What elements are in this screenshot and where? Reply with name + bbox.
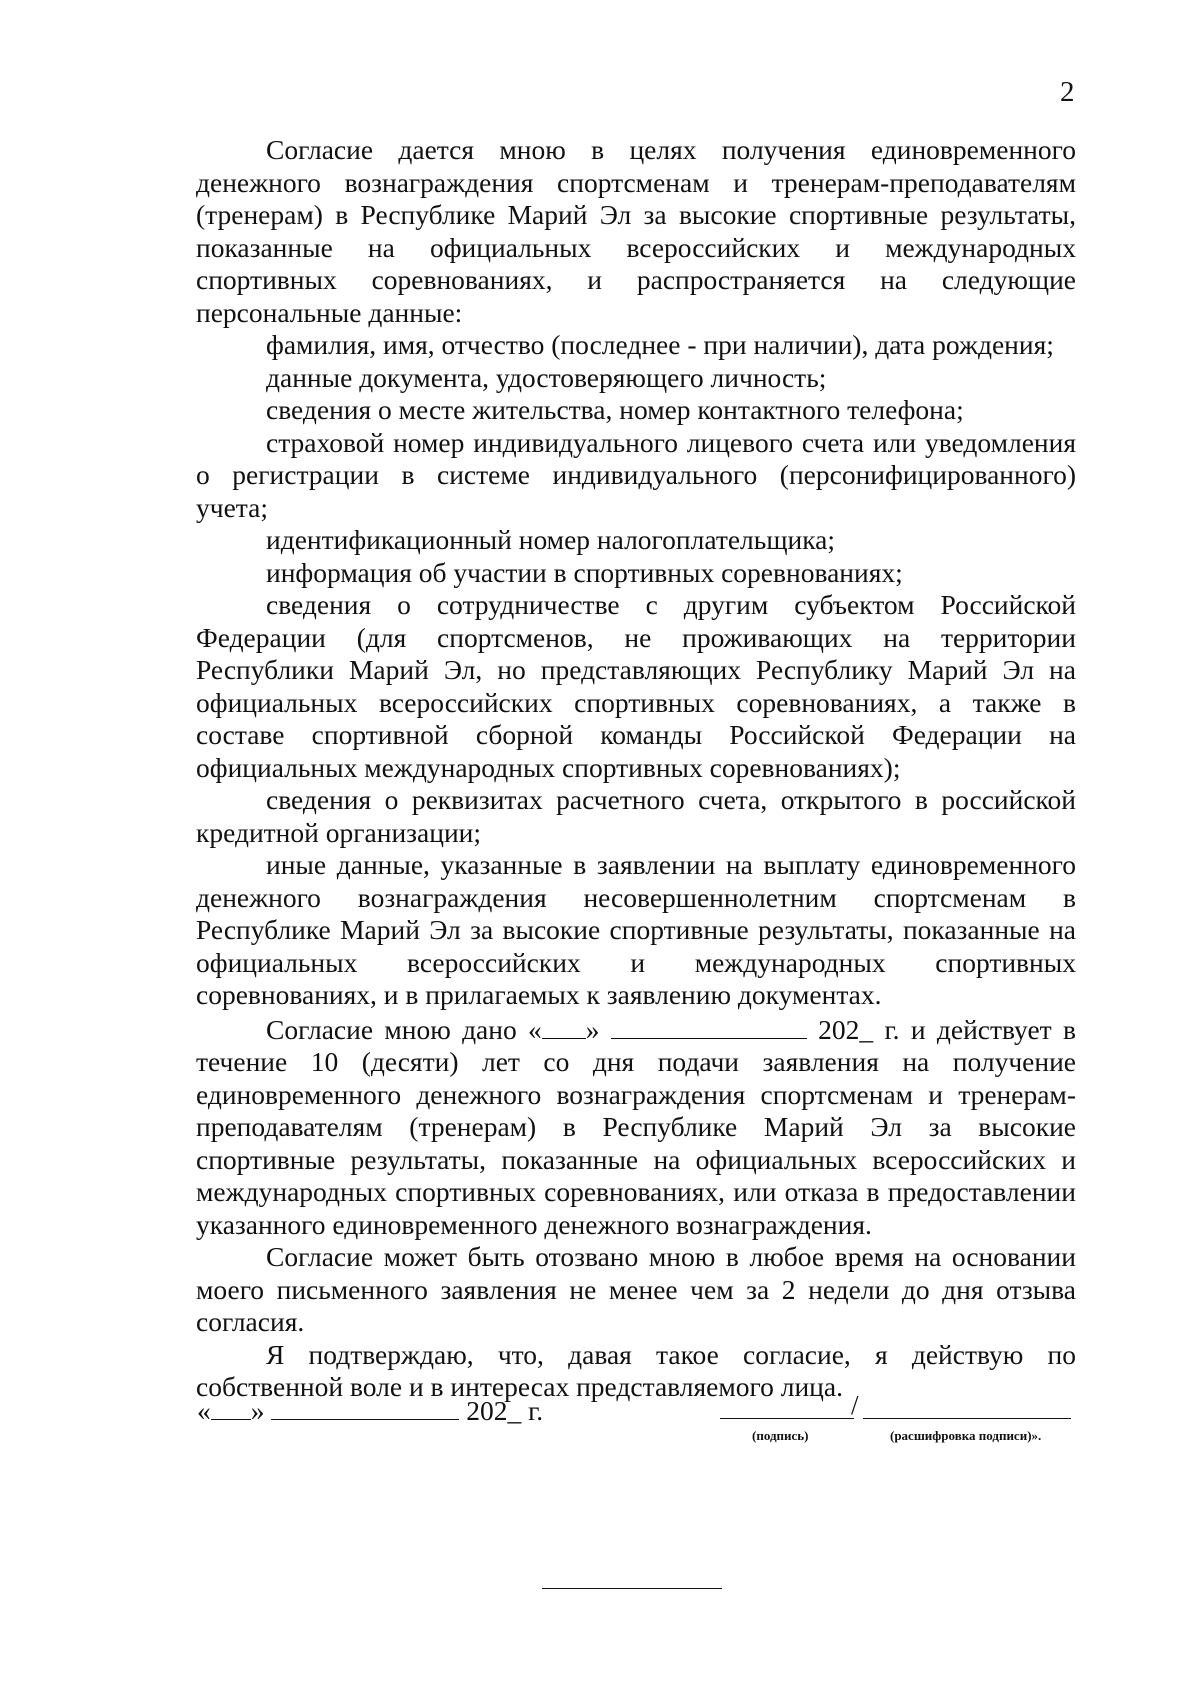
signature-year: 202_ г. [466, 1395, 544, 1426]
list-item-bank-account: сведения о реквизитах расчетного счета, открытого в российской кредитной организации; [196, 784, 1076, 848]
consent-validity-text: в течение 10 (десяти) лет со дня подачи заявления на получение единовременного денежного вознаграждения спортсменам и тренерам-преподавателям (тренерам) в Республике Марий Эл за высокие спортивные результаты, показанные на официальных всероссийских и международных спортивных соревнованиях, или отказа в предоставлении указанного единовременного денежного вознаграждения. [196, 1013, 1076, 1240]
signature-line [720, 1418, 854, 1419]
list-item-competitions: информация об участии в спортивных соревнованиях; [266, 556, 903, 588]
list-item-other-data: иные данные, указанные в заявлении на выплату единовременного денежного вознаграждения несовершеннолетним спортсменам в Республике Марий Эл за высокие спортивные результаты, показанные на официальных всероссийских и международных спортивных соревнованиях, и в прилагаемых к заявлению документах. [196, 849, 1076, 1010]
consent-date-prefix: Согласие мною дано « [266, 1013, 542, 1045]
signature-slash: / [851, 1390, 859, 1420]
list-item-cooperation: сведения о сотрудничестве с другим субъектом Российской Федерации (для спортсменов, не проживающих на территории Республики Марий Эл, но представляющих Республику Марий Эл на официальных всероссийских спортивных соревнованиях, а также в составе спортивной сборной команды Российской Федерации на официальных международных спортивных соревнованиях); [196, 589, 1076, 783]
list-item-residence: сведения о месте жительства, номер контактного телефона; [266, 394, 964, 425]
signature-date [197, 1393, 543, 1427]
signature-decoding-line [863, 1418, 1071, 1419]
consent-date-quote-close: » [585, 1013, 600, 1045]
signature-day-blank [211, 1393, 251, 1420]
list-item-full-name: фамилия, имя, отчество (последнее - при наличии), дата рождения; [266, 329, 1054, 360]
page-number: 2 [1060, 76, 1075, 108]
document-body [196, 134, 1076, 1404]
signature-month-blank [271, 1393, 459, 1420]
list-item-identity-document: данные документа, удостоверяющего личность; [266, 361, 827, 393]
signature-block [720, 1390, 1070, 1443]
consent-purpose-paragraph: Согласие дается мною в целях получения единовременного денежного вознаграждения спортсменам и тренерам-преподавателям (тренерам) в Республике Марий Эл за высокие спортивные результаты, показанные на официальных всероссийских и международных спортивных соревнованиях, и распространяется на следующие персональные данные: [196, 134, 1076, 328]
signature-decoding-caption: (расшифровка подписи)». [890, 1428, 1042, 1443]
date-quote-close: » [250, 1395, 265, 1426]
list-item-insurance-number: страховой номер индивидуального лицевого счета или уведомления о регистрации в системе индивидуального (персонифицированного) учета; [196, 426, 1076, 523]
day-blank [542, 1012, 586, 1039]
consent-date-paragraph [196, 1012, 1076, 1242]
confirmation-paragraph: Я подтверждаю, что, давая такое согласие, я действую по собственной воле и в интересах представляемого лица. [196, 1338, 1076, 1402]
footer-divider [542, 1588, 722, 1589]
list-item-tax-number: идентификационный номер налогоплательщика; [266, 524, 836, 555]
date-quote-open: « [197, 1395, 211, 1426]
revocation-paragraph: Согласие может быть отозвано мною в любое время на основании моего письменного заявления не менее чем за 2 недели до дня отзыва согласия. [196, 1241, 1076, 1337]
month-blank [611, 1012, 807, 1039]
consent-date-year: 202_ г. и действует [818, 1013, 1052, 1045]
signature-caption: (подпись) [752, 1428, 809, 1443]
